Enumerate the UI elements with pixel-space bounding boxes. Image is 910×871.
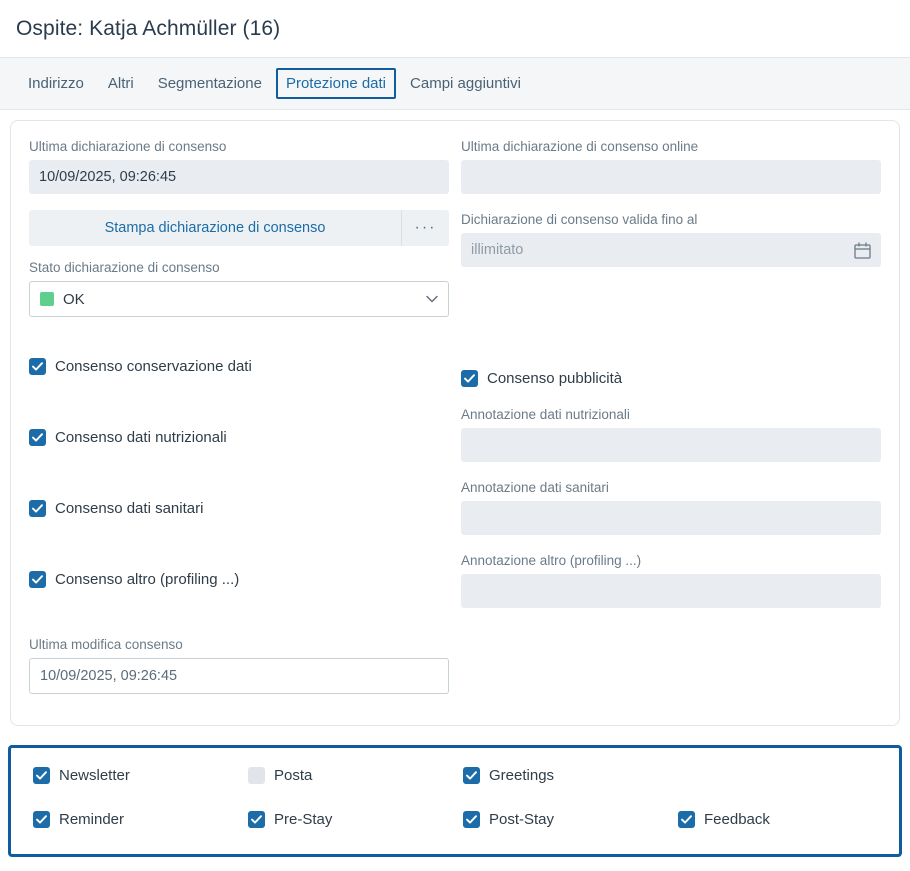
consent-status-value: OK <box>63 290 85 308</box>
last-consent-label: Ultima dichiarazione di consenso <box>29 139 227 154</box>
checkbox-label: Posta <box>274 766 313 784</box>
last-consent-change-input[interactable]: 10/09/2025, 09:26:45 <box>29 658 449 694</box>
tab-altri[interactable]: Altri <box>107 75 134 92</box>
checkbox-reminder[interactable] <box>33 811 50 828</box>
checkbox-consenso-dati-sanitari[interactable] <box>29 500 46 517</box>
checkbox-pre-stay[interactable] <box>248 811 265 828</box>
checkbox-row-pre-stay[interactable] <box>248 808 463 830</box>
checkbox-consenso-conservazione-dati[interactable] <box>29 358 46 375</box>
consent-checkbox-list <box>29 353 449 592</box>
last-consent-change-label: Ultima modifica consenso <box>29 637 183 652</box>
checkbox-row-feedback[interactable] <box>678 808 893 830</box>
tab-bar <box>0 58 910 110</box>
checkbox-row-greetings[interactable] <box>463 764 678 786</box>
checkbox-label: Reminder <box>59 810 125 828</box>
left-column <box>29 139 449 694</box>
checkbox-feedback[interactable] <box>678 811 695 828</box>
subscriptions-empty-cell <box>678 764 893 786</box>
checkbox-row-posta[interactable] <box>248 764 463 786</box>
checkbox-label: Consenso conservazione dati <box>55 357 252 375</box>
consent-status-select[interactable] <box>29 281 449 317</box>
last-consent-value: 10/09/2025, 09:26:45 <box>29 160 449 194</box>
tab-protezione-dati[interactable]: Protezione dati <box>276 68 396 99</box>
checkbox-label: Feedback <box>704 810 770 828</box>
checkbox-newsletter[interactable] <box>33 767 50 784</box>
checkbox-consenso-altro-profiling[interactable] <box>29 571 46 588</box>
right-column <box>461 139 881 694</box>
tab-campi-aggiuntivi[interactable]: Campi aggiuntivi <box>410 75 521 92</box>
checkbox-post-stay[interactable] <box>463 811 480 828</box>
checkbox-row-consenso-dati-nutrizionali[interactable] <box>29 424 449 450</box>
annotation-sanitari-label: Annotazione dati sanitari <box>461 480 609 495</box>
annotation-altro-label: Annotazione altro (profiling ...) <box>461 553 642 568</box>
consent-valid-until-label: Dichiarazione di consenso valida fino al <box>461 212 698 227</box>
annotation-altro-value[interactable] <box>461 574 881 608</box>
print-consent-more-button[interactable]: ··· <box>401 210 449 246</box>
annotation-nutrizionali-label: Annotazione dati nutrizionali <box>461 407 630 422</box>
checkbox-greetings[interactable] <box>463 767 480 784</box>
annotation-nutrizionali-value[interactable] <box>461 428 881 462</box>
checkbox-row-consenso-pubblicita[interactable] <box>461 365 881 391</box>
checkbox-label: Consenso altro (profiling ...) <box>55 570 240 588</box>
checkbox-label: Newsletter <box>59 766 130 784</box>
checkbox-label: Consenso pubblicità <box>487 369 623 387</box>
checkbox-consenso-dati-nutrizionali[interactable] <box>29 429 46 446</box>
consent-valid-until-value: illimitato <box>471 242 524 258</box>
last-consent-online-value <box>461 160 881 194</box>
checkbox-label: Consenso dati sanitari <box>55 499 204 517</box>
checkbox-label: Greetings <box>489 766 555 784</box>
consent-status-label: Stato dichiarazione di consenso <box>29 260 220 275</box>
page-title: Ospite: Katja Achmüller (16) <box>16 16 281 40</box>
consent-valid-until-field[interactable] <box>461 233 881 267</box>
checkbox-posta[interactable] <box>248 767 265 784</box>
checkbox-row-consenso-altro-profiling[interactable] <box>29 566 449 592</box>
tab-indirizzo[interactable]: Indirizzo <box>28 75 84 92</box>
print-consent-button[interactable]: Stampa dichiarazione di consenso <box>29 210 401 246</box>
checkbox-row-consenso-dati-sanitari[interactable] <box>29 495 449 521</box>
data-protection-panel <box>10 120 900 726</box>
status-color-swatch <box>40 292 54 306</box>
checkbox-row-post-stay[interactable] <box>463 808 678 830</box>
last-consent-online-label: Ultima dichiarazione di consenso online <box>461 139 699 154</box>
tab-segmentazione[interactable]: Segmentazione <box>157 75 262 92</box>
chevron-down-icon <box>426 292 438 306</box>
checkbox-label: Pre-Stay <box>274 810 333 828</box>
subscriptions-section <box>8 745 902 857</box>
checkbox-label: Post-Stay <box>489 810 555 828</box>
checkbox-consenso-pubblicita[interactable] <box>461 370 478 387</box>
annotation-sanitari-value[interactable] <box>461 501 881 535</box>
checkbox-row-newsletter[interactable] <box>33 764 248 786</box>
checkbox-label: Consenso dati nutrizionali <box>55 428 227 446</box>
title-bar <box>0 0 910 58</box>
subscriptions-grid <box>33 764 877 830</box>
calendar-icon[interactable] <box>853 241 871 259</box>
checkbox-row-consenso-conservazione-dati[interactable] <box>29 353 449 379</box>
print-consent-row <box>29 210 449 246</box>
checkbox-row-reminder[interactable] <box>33 808 248 830</box>
